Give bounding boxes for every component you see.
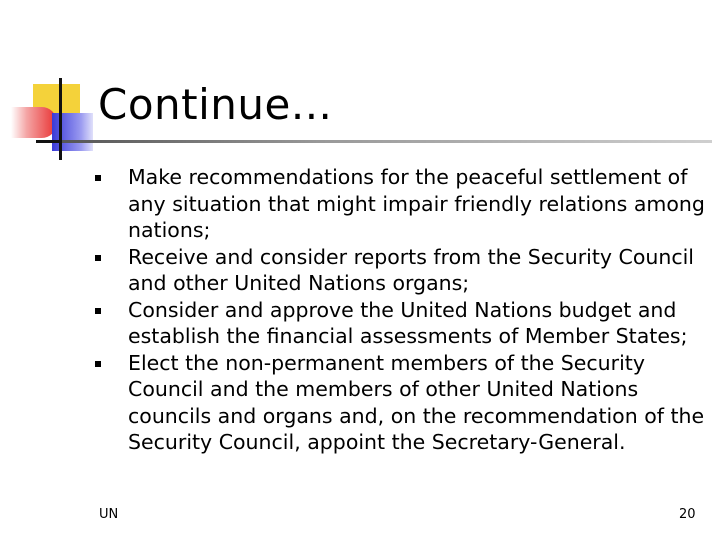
square-bullet-icon	[95, 361, 101, 367]
footer-label: UN	[99, 507, 119, 522]
bullet-text: Consider and approve the United Nations budget and establish the financial assessments of Member States;	[128, 297, 688, 348]
bullet-list	[95, 164, 705, 456]
square-bullet-icon	[95, 175, 101, 181]
bullet-item	[95, 244, 705, 297]
bullet-item	[95, 164, 705, 244]
title-underline-rule	[62, 140, 712, 143]
slide-title: Continue...	[98, 80, 333, 129]
square-bullet-icon	[95, 255, 101, 261]
decor-red-bar	[11, 107, 57, 138]
bullet-item	[95, 350, 705, 456]
decor-vertical-line	[59, 78, 62, 160]
bullet-text: Receive and consider reports from the Security Council and other United Nations organs;	[128, 244, 695, 295]
bullet-item	[95, 297, 705, 350]
square-bullet-icon	[95, 308, 101, 314]
page-number: 20	[679, 507, 696, 522]
bullet-text: Make recommendations for the peaceful settlement of any situation that might impair friendly relations among nations;	[128, 165, 705, 242]
bullet-text: Elect the non-permanent members of the Security Council and the members of other United Nations councils and organs and, on the recommendation of the Security Council, appoint the Secretary-General.	[128, 350, 705, 454]
